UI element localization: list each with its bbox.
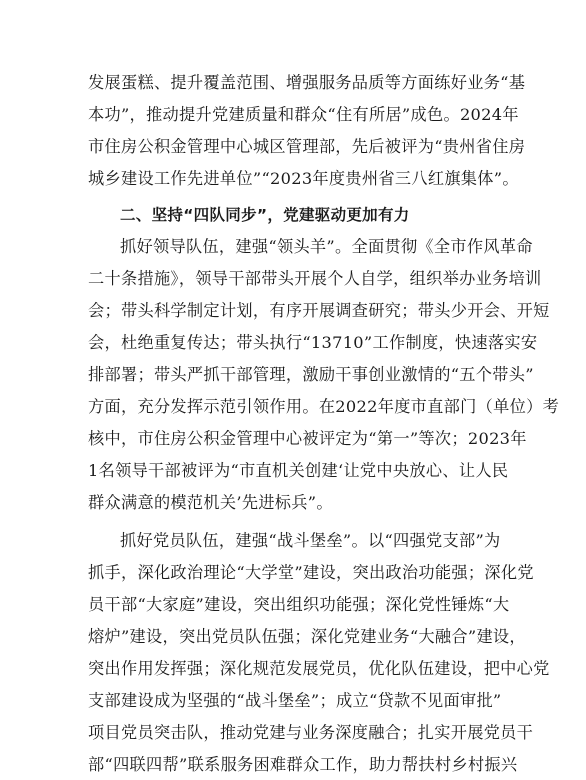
paragraph-line: 部“四联四帮”联系服务困难群众工作，助力帮扶村乡村振兴 — [88, 755, 518, 774]
paragraph-line: 抓好领导队伍，建强“领头羊”。全面贯彻《全市作风革命 — [120, 237, 533, 256]
paragraph-line: 支部建设成为坚强的“战斗堡垒”；成立“贷款不见面审批” — [88, 691, 502, 710]
paragraph-line: 城乡建设工作先进单位”“2023年度贵州省三八红旗集体”。 — [88, 169, 519, 188]
paragraph-line: 本功”，推动提升党建质量和群众“住有所居”成色。2024年 — [88, 105, 519, 124]
paragraph-line: 会，杜绝重复传达；带头执行“13710”工作制度，快速落实安 — [88, 333, 538, 352]
paragraph-line: 核中，市住房公积金管理中心被评定为“第一”等次；2023年 — [88, 429, 527, 448]
paragraph-line: 熔炉”建设，突出党员队伍强；深化党建业务“大融合”建设， — [88, 627, 526, 646]
paragraph-line: 市住房公积金管理中心城区管理部，先后被评为“贵州省住房 — [88, 137, 526, 156]
paragraph-line: 1名领导干部被评为“市直机关创建‘让党中央放心、让人民 — [88, 461, 509, 480]
section-heading: 二、坚持“四队同步”，党建驱动更加有力 — [120, 206, 410, 224]
paragraph-line: 会；带头科学制定计划，有序开展调查研究；带头少开会、开短 — [88, 301, 550, 320]
paragraph-line: 排部署；带头严抓干部管理，激励干事创业激情的“五个带头” — [88, 365, 534, 384]
paragraph-line: 发展蛋糕、提升覆盖范围、增强服务品质等方面练好业务“基 — [88, 73, 526, 92]
paragraph-line: 抓手，深化政治理论“大学堂”建设，突出政治功能强；深化党 — [88, 563, 534, 582]
paragraph-line: 方面，充分发挥示范引领作用。在2022年度市直部门（单位）考 — [88, 397, 560, 416]
paragraph-line: 突出作用发挥强；深化规范发展党员，优化队伍建设，把中心党 — [88, 659, 550, 678]
paragraph-line: 项目党员突击队，推动党建与业务深度融合；扎实开展党员干 — [88, 723, 534, 742]
paragraph-line: 抓好党员队伍，建强“战斗堡垒”。以“四强党支部”为 — [120, 531, 501, 550]
paragraph-line: 群众满意的模范机关’先进标兵”。 — [88, 493, 333, 512]
paragraph-line: 二十条措施》，领导干部带头开展个人自学，组织举办业务培训 — [88, 269, 542, 288]
paragraph-line: 员干部“大家庭”建设，突出组织功能强；深化党性锤炼“大 — [88, 595, 510, 614]
